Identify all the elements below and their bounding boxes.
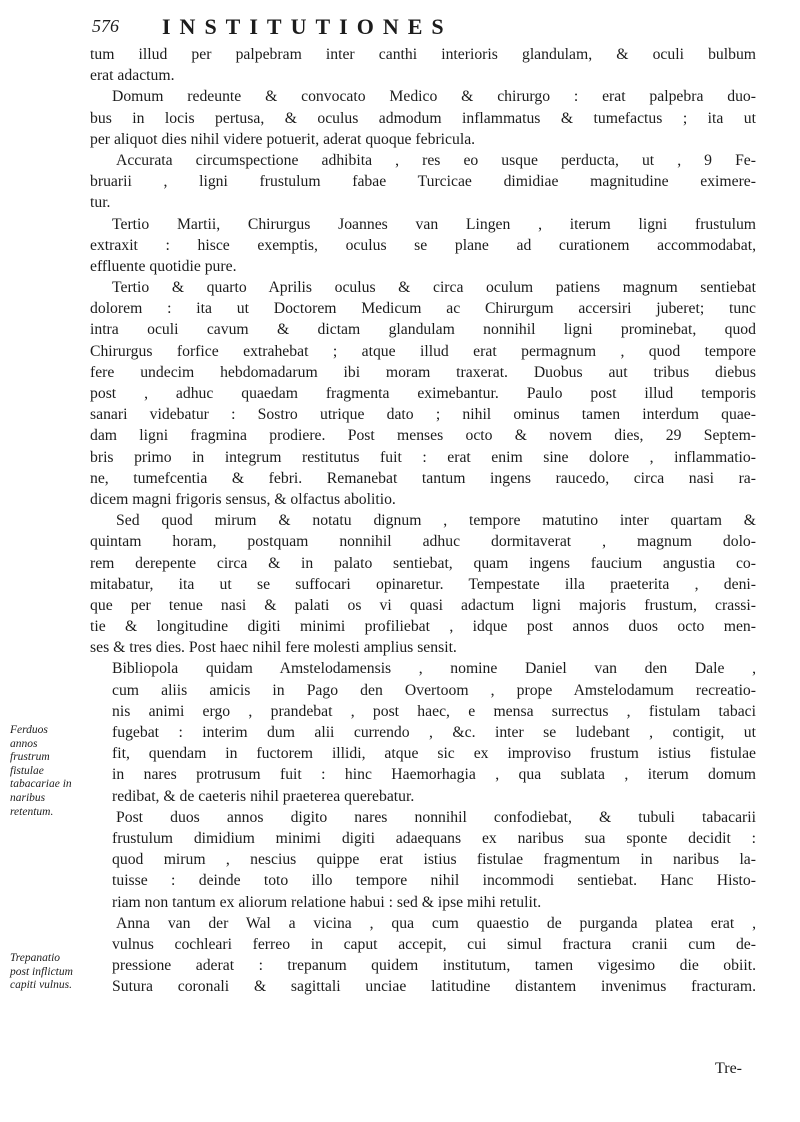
text-line: sanari videbatur : Sostro utrique dato ; nihil ominus tamen interdum quae- [90, 406, 756, 424]
text-line: quintam horam, postquam nonnihil adhuc dormitaverat , magnum dolo- [90, 533, 756, 551]
text-line: Bibliopola quidam Amstelodamensis , nomine Daniel van den Dale , [112, 660, 756, 678]
text-line: intra oculi cavum & dictam glandulam nonnihil ligni prominebat, quod [90, 321, 756, 339]
text-line: effluente quotidie pure. [90, 257, 237, 275]
text-line: dicem magni frigoris sensus, & olfactus abolitio. [90, 490, 396, 508]
text-line: bris primo in integrum restitutus fuit : erat enim sine dolore , inflammatio- [90, 448, 756, 466]
margin-note-tobacco-pipe: Ferduos annos frustrum fistulae tabacariae in naribus retentum. [10, 724, 72, 818]
text-line: bus in locis pertusa, & oculus admodum inflammatus & tumefactus ; ita ut [90, 109, 756, 127]
catchword: Tre- [715, 1060, 742, 1077]
text-line: Tertio & quarto Aprilis oculus & circa oculum patiens magnum sentiebat [112, 279, 756, 297]
text-line: redibat, & de caeteris nihil praeterea querebatur. [112, 787, 415, 805]
text-line: fit, quendam in fuctorem illidi, atque sic ex improviso frustum istius fistulae [112, 745, 756, 763]
text-line: in nares protrusum fuit : hinc Haemorhagia , qua sublata , iterum domum [112, 766, 756, 784]
text-line: rem derepente circa & in palato sentiebat, quam ingens faucium angustia co- [90, 554, 756, 572]
text-line: mitabatur, ita ut se suffocari opinaretur. Tempestate illa praeterita , deni- [90, 575, 756, 593]
text-line: nis animi ergo , prandebat , post haec, e mensa surrectus , fistulam tabaci [112, 702, 756, 720]
text-line: frustulum dimidium minimi digiti adaequans ex naribus sua sponte decidit : [112, 829, 756, 847]
text-line: vulnus cochleari ferreo in caput accepit, cui simul fractura cranii cum de- [112, 935, 756, 953]
text-line: fere undecim hebdomadarum ibi moram traxerat. Duobus aut tribus diebus [90, 363, 756, 381]
page-number: 576 [92, 16, 119, 36]
text-line: dolorem : ita ut Doctorem Medicum ac Chirurgum accersiri juberet; tunc [90, 300, 756, 318]
text-line: Chirurgus forfice extrahebat ; atque illud erat permagnum , quod tempore [90, 342, 756, 360]
text-line: Anna van der Wal a vicina , qua cum quaestio de purganda platea erat , [116, 914, 756, 932]
text-line: cum aliis amicis in Pago den Overtoom , prope Amstelodamum recreatio- [112, 681, 756, 699]
page-header [92, 14, 732, 42]
text-line: post , adhuc quaedam fragmenta eximebantur. Paulo post illud temporis [90, 385, 756, 402]
body-text [90, 44, 756, 997]
text-line: bruarii , ligni frustulum fabae Turcicae dimidiae magnitudine eximere- [90, 173, 756, 191]
text-line: Domum redeunte & convocato Medico & chirurgo : erat palpebra duo- [112, 88, 756, 106]
text-line: fugebat : interim dum alii currendo , &c. inter se ludebant , contigit, ut [112, 724, 756, 741]
text-line: riam non tantum ex aliorum relatione habui : sed & ipse mihi retulit. [112, 893, 542, 911]
text-line: tur. [90, 194, 111, 212]
text-line: erat adactum. [90, 67, 175, 85]
text-line: ses & tres dies. Post haec nihil fere molesti amplius sensit. [90, 639, 457, 657]
text-line: tuisse : deinde toto illo tempore nihil incommodi sentiebat. Hanc Histo- [112, 872, 756, 890]
text-line: Post duos annos digito nares nonnihil confodiebat, & tubuli tabacarii [116, 808, 756, 826]
text-line: tie & longitudine digiti minimi profiliebat , idque post annos duos octo men- [90, 618, 756, 636]
text-line: Tertio Martii, Chirurgus Joannes van Lingen , iterum ligni frustulum [112, 215, 756, 233]
text-line: tum illud per palpebram inter canthi interioris glandulam, & oculi bulbum [90, 46, 756, 63]
text-line: ne, tumefcentia & febri. Remanebat tantum ingens raucedo, circa nasi ra- [90, 469, 756, 487]
text-line: Accurata circumspectione adhibita , res eo usque perducta, ut , 9 Fe- [116, 151, 756, 169]
text-line: extraxit : hisce exemptis, oculus se plane ad curationem accommodabat, [90, 236, 756, 254]
text-line: que per tenue nasi & palati os vi quasi adactum ligni majoris frustum, crassi- [90, 596, 756, 614]
text-line: Sutura coronali & sagittali unciae latitudine distantem invenimus fracturam. [112, 978, 756, 996]
text-line: Sed quod mirum & notatu dignum , tempore matutino inter quartam & [116, 512, 756, 530]
text-line: pressione aderat : trepanum quidem institutum, tamen vigesimo die obiit. [112, 957, 756, 975]
margin-note-trepanation: Trepanatio post inflictum capiti vulnus. [10, 952, 73, 992]
running-head: INSTITUTIONES [162, 14, 453, 39]
text-line: quod mirum , nescius quippe erat istius fistulae fragmentum in naribus la- [112, 851, 756, 869]
text-line: per aliquot dies nihil videre potuerit, aderat quoque febricula. [90, 130, 476, 148]
text-line: dam ligni fragmina prodiere. Post menses octo & novem dies, 29 Septem- [90, 427, 756, 445]
